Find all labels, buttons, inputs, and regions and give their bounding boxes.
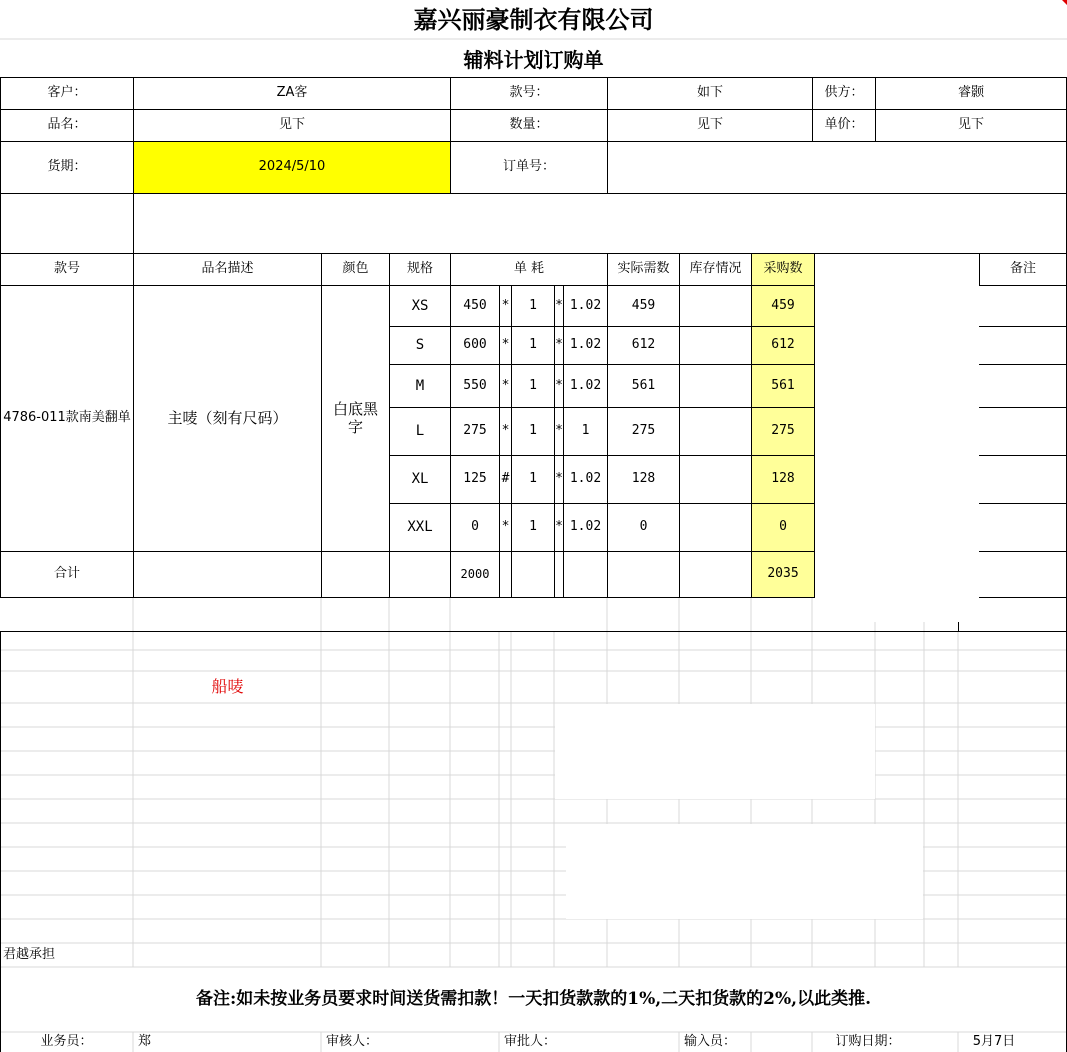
purchase-cell[interactable]: 0 xyxy=(752,504,814,551)
col-color: 颜色 xyxy=(342,261,369,277)
reviewer-label: 审核人： xyxy=(326,1034,379,1050)
operator-cell[interactable]: * xyxy=(501,337,510,353)
order-date-label: 订购日期： xyxy=(835,1034,901,1050)
operator-cell[interactable]: * xyxy=(555,471,563,487)
operator-cell[interactable]: # xyxy=(501,471,510,487)
qty-cell[interactable]: 550 xyxy=(463,377,487,393)
purchase-cell[interactable]: 459 xyxy=(752,286,814,326)
size-cell[interactable]: XXL xyxy=(407,519,433,536)
factor-cell[interactable]: 1.02 xyxy=(569,471,602,487)
size-cell[interactable]: S xyxy=(415,337,425,354)
col-stock: 库存情况 xyxy=(689,261,742,277)
qty-cell[interactable]: 450 xyxy=(463,297,487,313)
purchase-cell[interactable]: 561 xyxy=(752,365,814,407)
qty-cell[interactable]: 125 xyxy=(463,471,487,487)
approver-label: 审批人： xyxy=(504,1034,557,1050)
multiplier-cell[interactable]: 1 xyxy=(529,337,537,353)
qty-cell[interactable]: 275 xyxy=(463,423,487,439)
col-desc: 品名描述 xyxy=(201,261,254,277)
stock-cell[interactable] xyxy=(680,456,751,503)
price-value[interactable]: 见下 xyxy=(957,117,984,133)
multiplier-cell[interactable]: 1 xyxy=(529,297,537,313)
qty-cell[interactable]: 600 xyxy=(463,337,487,353)
supplier-label: 供方： xyxy=(824,85,864,101)
company-title: 嘉兴丽豪制衣有限公司 xyxy=(413,5,654,35)
operator-cell[interactable]: * xyxy=(501,377,510,393)
delivery-value[interactable]: 2024/5/10 xyxy=(134,142,450,193)
actual-cell[interactable]: 275 xyxy=(631,423,656,439)
order-no-label: 订单号： xyxy=(502,159,555,175)
actual-cell[interactable]: 612 xyxy=(631,337,656,353)
ship-mark-label: 船唛 xyxy=(211,677,244,697)
operator-cell[interactable]: * xyxy=(555,297,563,313)
qty-label: 数量： xyxy=(509,117,549,133)
col-size: 规格 xyxy=(406,261,433,277)
stock-cell[interactable] xyxy=(680,327,751,364)
factor-cell[interactable]: 1 xyxy=(581,423,590,439)
delivery-label: 货期： xyxy=(47,159,87,175)
size-cell[interactable]: L xyxy=(415,423,425,440)
stock-cell[interactable] xyxy=(680,504,751,551)
purchase-cell[interactable]: 612 xyxy=(752,327,814,364)
operator-cell[interactable]: * xyxy=(555,519,563,535)
customer-label: 客户： xyxy=(47,85,87,101)
undertaker-text: 君越承担 xyxy=(3,947,56,963)
size-cell[interactable]: XL xyxy=(411,471,429,488)
supplier-value[interactable]: 睿颢 xyxy=(957,85,984,101)
customer-value[interactable]: ZA客 xyxy=(276,85,308,101)
purchase-cell[interactable]: 275 xyxy=(752,408,814,455)
actual-cell[interactable]: 0 xyxy=(639,519,648,535)
size-cell[interactable]: M xyxy=(415,377,425,394)
actual-cell[interactable]: 128 xyxy=(631,471,656,487)
size-cell[interactable]: XS xyxy=(411,297,429,314)
style-value[interactable]: 如下 xyxy=(696,85,723,101)
purchase-cell[interactable]: 128 xyxy=(752,456,814,503)
remark-note: 备注:如未按业务员要求时间送货需扣款！一天扣货款款的1%,二天扣货款的2%,以此类推. xyxy=(196,989,871,1010)
factor-cell[interactable]: 1.02 xyxy=(569,337,602,353)
order-no-value[interactable] xyxy=(608,142,1066,193)
product-value[interactable]: 见下 xyxy=(278,117,305,133)
multiplier-cell[interactable]: 1 xyxy=(529,377,537,393)
col-remark: 备注 xyxy=(1009,261,1036,277)
inputter-label: 输入员： xyxy=(684,1034,737,1050)
factor-cell[interactable]: 1.02 xyxy=(569,519,602,535)
operator-cell[interactable]: * xyxy=(555,423,563,439)
operator-cell[interactable]: * xyxy=(555,337,563,353)
style-label: 款号： xyxy=(509,85,549,101)
operator-cell[interactable]: * xyxy=(501,297,510,313)
stock-cell[interactable] xyxy=(680,408,751,455)
description-cell[interactable]: 主唛（刻有尺码） xyxy=(167,408,288,427)
salesman-label: 业务员： xyxy=(40,1034,93,1050)
qty-value[interactable]: 见下 xyxy=(696,117,723,133)
multiplier-cell[interactable]: 1 xyxy=(529,519,537,535)
style-number-cell[interactable]: 4786-011款南美翻单 xyxy=(3,410,131,426)
qty-cell[interactable]: 0 xyxy=(471,519,479,535)
operator-cell[interactable]: * xyxy=(555,377,563,393)
form-title: 辅料计划订购单 xyxy=(463,47,604,72)
price-label: 单价： xyxy=(824,117,864,133)
actual-cell[interactable]: 459 xyxy=(631,297,656,313)
col-actual: 实际需数 xyxy=(617,261,670,277)
product-label: 品名： xyxy=(47,117,87,133)
multiplier-cell[interactable]: 1 xyxy=(529,423,537,439)
total-label: 合计 xyxy=(53,566,80,582)
order-date-value[interactable]: 5月7日 xyxy=(972,1034,1016,1050)
multiplier-cell[interactable]: 1 xyxy=(529,471,537,487)
col-purchase: 采购数 xyxy=(752,254,814,285)
color-cell[interactable]: 白底黑字 xyxy=(332,400,378,436)
actual-cell[interactable]: 561 xyxy=(631,377,656,393)
operator-cell[interactable]: * xyxy=(501,519,510,535)
total-purchase[interactable]: 2035 xyxy=(752,552,814,597)
stock-cell[interactable] xyxy=(680,365,751,407)
total-qty[interactable]: 2000 xyxy=(460,566,490,581)
operator-cell[interactable]: * xyxy=(501,423,510,439)
factor-cell[interactable]: 1.02 xyxy=(569,377,602,393)
col-style: 款号 xyxy=(53,261,80,277)
stock-cell[interactable] xyxy=(680,286,751,326)
salesman-value[interactable]: 郑 xyxy=(138,1034,152,1050)
factor-cell[interactable]: 1.02 xyxy=(569,297,602,313)
col-usage: 单 耗 xyxy=(513,261,545,277)
